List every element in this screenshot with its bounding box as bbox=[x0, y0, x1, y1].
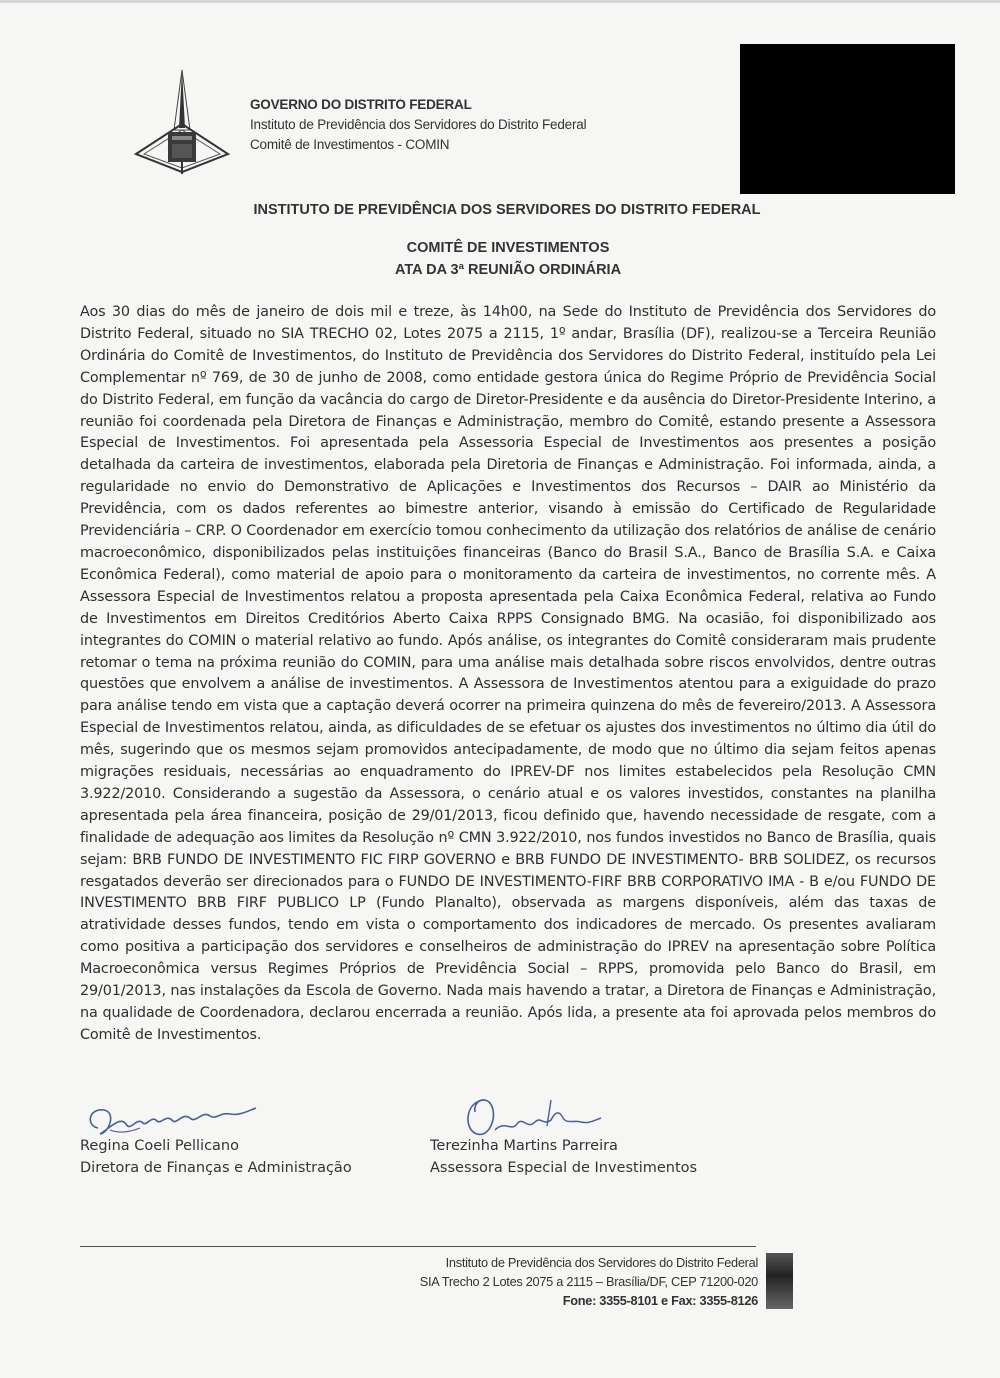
letterhead bbox=[250, 95, 586, 155]
document-title: INSTITUTO DE PREVIDÊNCIA DOS SERVIDORES DO DISTRITO FEDERAL bbox=[253, 202, 761, 218]
signer-role: Assessora Especial de Investimentos bbox=[430, 1160, 698, 1176]
gdf-emblem-icon bbox=[132, 68, 232, 176]
signature-block-right bbox=[430, 1135, 697, 1179]
redacted-block bbox=[740, 44, 955, 194]
footer-mark bbox=[766, 1253, 793, 1309]
government-name: GOVERNO DO DISTRITO FEDERAL bbox=[250, 97, 472, 112]
footer-institute: Instituto de Previdência dos Servidores do Distrito Federal bbox=[445, 1255, 758, 1270]
page-edge bbox=[0, 0, 1000, 3]
signer-role: Diretora de Finanças e Administração bbox=[80, 1160, 352, 1176]
signer-name: Regina Coeli Pellicano bbox=[80, 1138, 239, 1154]
footer-street: SIA Trecho 2 Lotes 2075 a 2115 – Brasília/DF, CEP 71200-020 bbox=[419, 1274, 758, 1289]
footer-phone: Fone: 3355-8101 e Fax: 3355-8126 bbox=[562, 1293, 758, 1308]
footer-divider bbox=[80, 1246, 756, 1247]
committee-name: Comitê de Investimentos - COMIN bbox=[250, 137, 450, 152]
minutes-body: Aos 30 dias do mês de janeiro de dois mil e treze, às 14h00, na Sede do Instituto de Previdência dos Servidores do Distrito Federal, situado no SIA TRECHO 02, Lotes 2075 a 2115, 1º andar, Brasília (DF), realizou-se a Terceira Reunião Ordinária do Comitê de Investimentos, do Instituto de Previdência dos Servidores do Distrito Federal, instituído pela Lei Complementar nº 769, de 30 de junho de 2008, como entidade gestora única do Regime Próprio de Previdência Social do Distrito Federal, em função da vacância do cargo de Diretor-Presidente e da ausência do Diretor-Presidente Interino, a reunião foi coordenada pela Diretora de Finanças e Administração, membro do Comitê, estando presente a Assessora Especial de Investimentos. Foi apresentada pela Assessoria Especial de Investimentos aos presentes a posição detalhada da carteira de investimentos, elaborada pela Diretoria de Finanças e Administração. Foi informada, ainda, a regularidade no envio do Demonstrativo de Aplicações e Investimentos dos Recursos – DAIR ao Ministério da Previdência, com os dados referentes ao bimestre anterior, visando à emissão do Certificado de Regularidade Previdenciária – CRP. O Coordenador em exercício tomou conhecimento da utilização dos relatórios de análise de cenário macroeconômico, disponibilizados pelas instituições financeiras (Banco do Brasil S.A., Banco de Brasília S.A. e Caixa Econômica Federal), como material de apoio para o monitoramento da carteira de investimentos, no corrente mês. A Assessora Especial de Investimentos relatou a proposta apresentada pela Caixa Econômica Federal, relativa ao Fundo de Investimentos em Direitos Creditórios Aberto Caixa RPPS Consignado BMG. Na ocasião, foi disponibilizado aos integrantes do COMIN o material relativo ao fundo. Após análise, os integrantes do Comitê consideraram mais prudente retomar o tema na próxima reunião do COMIN, para uma análise mais detalhada sobre riscos envolvidos, dentre outras questões que envolvem a análise de investimentos. A Assessora de Investimentos atentou para a exiguidade do prazo para análise tendo em vista que a captação deverá ocorrer na primeira quinzena do mês de fevereiro/2013. A Assessora Especial de Investimentos relatou, ainda, as dificuldades de se efetuar os ajustes dos investimentos no último dia útil do mês, sugerindo que os mesmos sejam promovidos antecipadamente, de modo que no último dia sejam feitos apenas migrações residuais, necessárias ao enquadramento do IPREV-DF nos limites estabelecidos pela Resolução CMN 3.922/2010. Considerando a sugestão da Assessora, o cenário atual e os valores investidos, constantes na planilha apresentada pela área financeira, posição de 29/01/2013, ficou definido que, havendo necessidade de resgate, com a finalidade de adequação aos limites da Resolução nº CMN 3.922/2010, nos fundos investidos no Banco de Brasília, quais sejam: BRB FUNDO DE INVESTIMENTO FIC FIRP GOVERNO e BRB FUNDO DE INVESTIMENTO- BRB SOLIDEZ, os recursos resgatados deverão ser direcionados para o FUNDO DE INVESTIMENTO-FIRF BRB CORPORATIVO IMA - B e/ou FUNDO DE INVESTIMENTO BRB FIRF PUBLICO LP (Fundo Planalto), observada as margens disponíveis, além das taxas de atratividade desses fundos, tendo em vista o comportamento dos indicadores de mercado. Os presentes avaliaram como positiva a participação dos servidores e conselheiros de administração do IPREV na apresentação sobre Política Macroeconômica versus Regimes Próprios de Previdência Social – RPPS, promovida pelo Banco do Brasil, em 29/01/2013, nas instalações da Escola de Governo. Nada mais havendo a tratar, a Diretora de Finanças e Administração, na qualidade de Coordenadora, declarou encerrada a reunião. Após lida, a presente ata foi aprovada pelos membros do Comitê de Investimentos. bbox=[80, 304, 936, 1043]
signer-name: Terezinha Martins Parreira bbox=[430, 1138, 618, 1154]
institute-name: Instituto de Previdência dos Servidores do Distrito Federal bbox=[250, 117, 587, 132]
signature-block-left bbox=[80, 1135, 352, 1179]
committee-heading: COMITÊ DE INVESTIMENTOS bbox=[406, 240, 610, 256]
minutes-heading: ATA DA 3ª REUNIÃO ORDINÁRIA bbox=[394, 262, 622, 278]
footer-address bbox=[420, 1253, 758, 1310]
